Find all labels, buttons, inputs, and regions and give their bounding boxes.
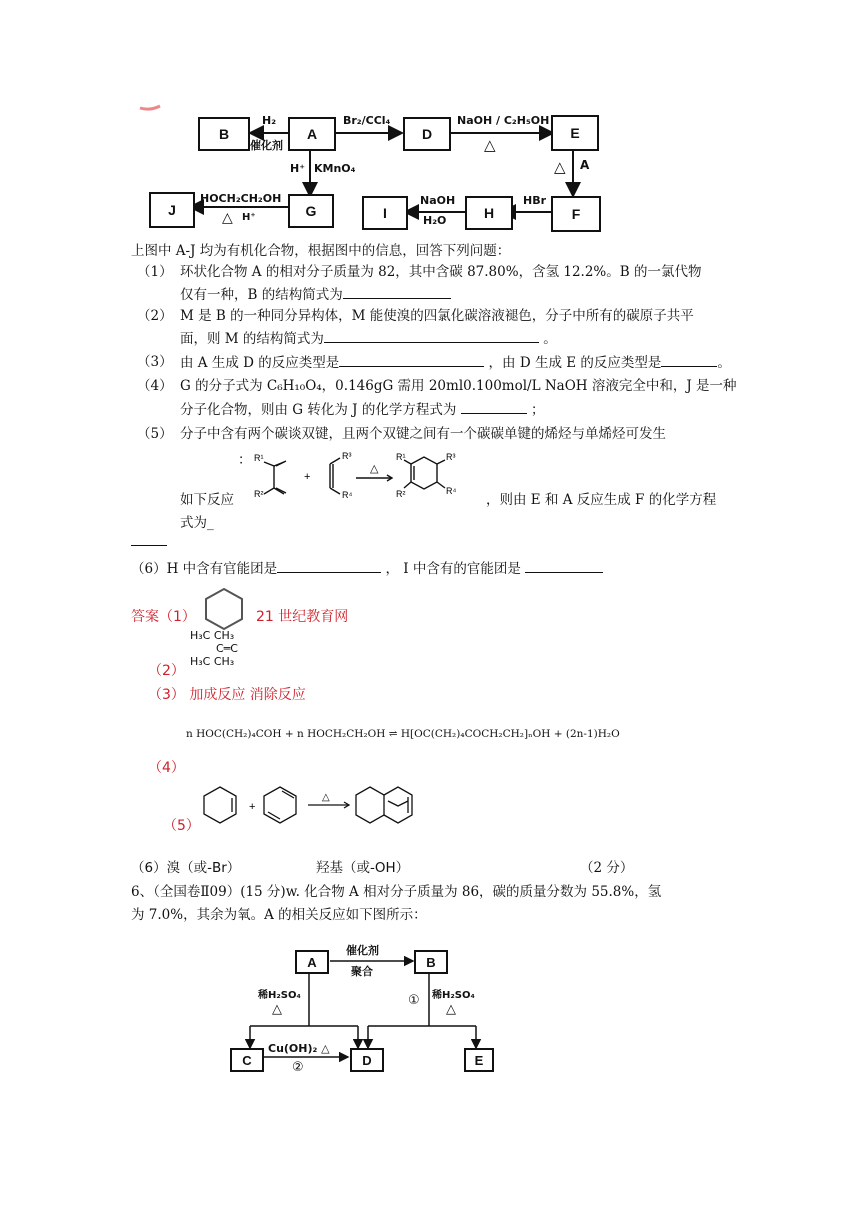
svg-text:R³: R³ [446,452,456,462]
diels-alder-scheme [246,448,514,512]
svg-text:R⁴: R⁴ [342,490,353,500]
watermark-text: 21 世纪教育网 [256,609,349,625]
answer-blank[interactable] [525,558,603,573]
compound-i-box: I [362,196,408,230]
label-catalyst-2: 催化剂 [346,944,379,957]
q5-blank[interactable] [131,545,167,546]
q6-title-line2: 为 7.0%，其余为氧。A 的相关反应如下图所示： [131,907,427,923]
q5-line2b: ，则由 E 和 A 反应生成 F 的化学方程 [486,492,717,508]
compound-j-box: J [149,192,195,228]
q1-line2: 仅有一种，B 的结构简式为 [180,284,451,305]
label-circle-2: ② [292,1060,304,1075]
scheme2-a-box: A [295,950,329,974]
label-naoh: NaOH [420,194,456,207]
label-circle-1: ① [408,993,420,1008]
svg-text:+: + [249,801,256,813]
compound-a-box: A [288,117,336,151]
answer-blank[interactable] [339,352,484,367]
eq4-text: n HOC(CH₂)₄COH + n HOCH₂CH₂OH ⇌ H[OC(CH₂)₄COCH₂CH₂]ₙOH + (2n-1)H₂O [186,728,620,740]
q6-title-line1: 6、（全国卷Ⅱ09）(15 分)w. 化合物 A 相对分子质量为 86，碳的质量分数为 55.8%，氢 [131,884,662,900]
compound-g-box: G [288,194,334,228]
label-heat-2: △ [554,158,566,176]
q2-line1: M 是 B 的一种同分异构体，M 能使溴的四氯化碳溶液褪色，分子中所有的碳原子共平 [180,308,694,324]
scheme2-b-box: B [414,950,448,974]
q5-line1: 分子中含有两个碳谈双键，且两个双键之间有一个碳碳单键的烯烃与单烯烃可发生 [180,426,666,442]
scheme2-c-box: C [230,1048,264,1072]
m-structure-bottom: H₃C CH₃ [190,655,235,668]
label-heat-s2-2: △ [446,1002,456,1017]
label-kmno4: KMnO₄ [314,162,356,175]
answer-blank[interactable] [277,558,381,573]
svg-text:△: △ [322,792,330,803]
compound-h-box: H [465,196,513,230]
answer-6a: （6）溴（或-Br） [131,860,241,876]
label-heat-1: △ [484,136,496,154]
label-polymerize: 聚合 [351,965,373,978]
compound-b-box: B [198,117,250,151]
svg-text:R²: R² [254,489,264,499]
svg-text:R²: R² [396,489,406,499]
m-structure: H₃C CH₃ C═C H₃C CH₃ [190,629,274,675]
label-h2: H₂ [262,114,277,127]
answer-label: 答案（1） [131,609,196,625]
reaction-scheme-1 [0,0,860,240]
label-hplus-2: H⁺ [242,212,256,223]
answer5-reaction [198,784,438,830]
compound-f-box: F [551,196,601,232]
label-naoh-ethanol: NaOH / C₂H₅OH [457,114,550,127]
reaction-scheme-2 [220,930,520,1080]
diels-alder-drawing [246,448,514,512]
q5-colon: ： [238,452,252,468]
q6-line: （6）H 中含有官能团是 ， I 中含有的官能团是 [131,558,603,579]
svg-text:R³: R³ [342,451,352,461]
answer-blank[interactable] [661,352,717,367]
label-dilute-h2so4-1: 稀H₂SO₄ [258,990,301,1001]
answer-6-score: （2 分） [580,860,634,876]
q4-line2: 分子化合物，则由 G 转化为 J 的化学方程式为 ； [180,399,544,420]
svg-text:+: + [304,471,311,483]
label-heat-s2-1: △ [272,1002,282,1017]
label-cuoh2: Cu(OH)₂ △ [268,1042,330,1055]
polymerization-equation [186,714,646,756]
answer-6b: 羟基（或-OH） [316,860,410,876]
label-a-reagent: A [580,158,590,172]
q1-number: （1） [137,264,173,280]
svg-text:R⁴: R⁴ [446,486,457,496]
q2-number: （2） [137,308,173,324]
label-glycol: HOCH₂CH₂OH [200,192,282,205]
label-catalyst: 催化剂 [250,139,283,152]
label-heat-3: △ [222,210,233,226]
label-h2o: H₂O [423,214,447,227]
label-hbr: HBr [523,194,547,207]
answer-4: （4） [148,760,185,776]
cyclohexane-structure [200,585,248,633]
answer-3: （3） 加成反应 消除反应 [148,687,306,703]
compound-e-box: E [551,115,599,151]
label-dilute-h2so4-2: 稀H₂SO₄ [432,990,475,1001]
scheme2-e-box: E [464,1048,494,1072]
label-br2-ccl4: Br₂/CCl₄ [343,114,391,127]
q2-line2: 面，则 M 的结构简式为 。 [180,328,557,349]
answer-2: （2） [148,663,185,679]
intro-text: 上图中 A-J 均为有机化合物，根据图中的信息，回答下列问题： [131,243,511,259]
answer-blank[interactable] [461,399,527,414]
da-heat: △ [370,463,379,475]
answer-blank[interactable] [324,328,539,343]
q4-line1: G 的分子式为 C₆H₁₀O₄，0.146gG 需用 20ml0.100mol/L NaOH 溶液完全中和，J 是一种 [180,378,737,394]
answer-5: （5） [163,818,200,834]
label-hplus-1: H⁺ [290,162,306,175]
m-structure-top: H₃C CH₃ [190,629,235,642]
q5-line2a: 如下反应 [180,492,234,508]
answer-blank[interactable] [343,284,451,299]
q3-line: 由 A 生成 D 的反应类型是 ，由 D 生成 E 的反应类型是 。 [180,352,731,373]
compound-d-box: D [403,117,451,151]
q5-line3: 式为_ [180,515,214,531]
q1-line1: 环状化合物 A 的相对分子质量为 82，其中含碳 87.80%，含氢 12.2%。B 的一氯代物 [180,264,702,280]
scheme2-d-box: D [350,1048,384,1072]
q5-number: （5） [137,426,173,442]
q3-number: （3） [137,354,173,370]
svg-text:R¹: R¹ [254,453,264,463]
svg-text:R¹: R¹ [396,452,406,462]
q4-number: （4） [137,378,173,394]
